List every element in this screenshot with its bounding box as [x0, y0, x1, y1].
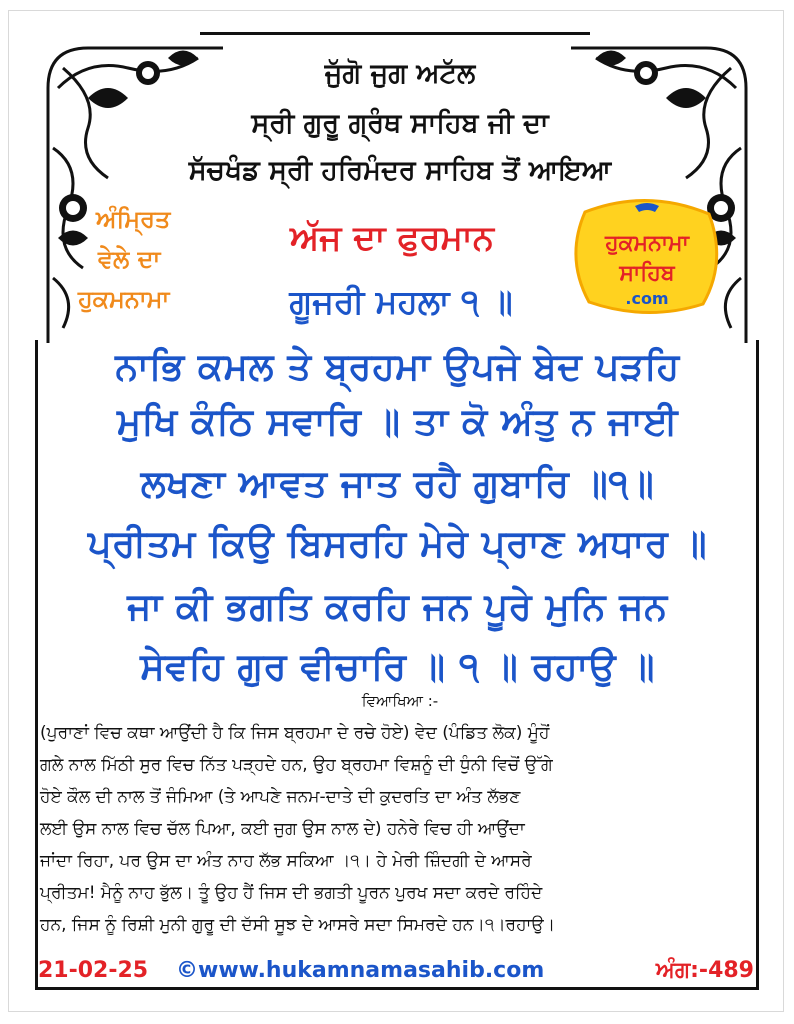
- shabad-line: ਨਾਭਿ ਕਮਲ ਤੇ ਬ੍ਰਹਮਾ ਉਪਜੇ ਬੇਦ ਪੜਹਿ: [115, 345, 680, 388]
- header-line-2: ਸ੍ਰੀ ਗੁਰੂ ਗ੍ਰੰਥ ਸਾਹਿਬ ਜੀ ਦਾ: [251, 108, 549, 139]
- logo-com: .com: [625, 289, 669, 308]
- shabad-line: ਲਖਣਾ ਆਵਤ ਜਾਤ ਰਹੈ ਗੁਬਾਰਿ ॥੧॥: [140, 462, 655, 505]
- vyakhia-line: ਗਲੇ ਨਾਲ ਮਿੱਠੀ ਸੁਰ ਵਿਚ ਨਿੱਤ ਪੜ੍ਹਦੇ ਹਨ, ਉਹ ਬ੍ਰਹਮਾ ਵਿਸ਼ਨੂੰ ਦੀ ਧੁੰਨੀ ਵਿਚੋਂ ਉੱਗੇ: [40, 755, 553, 775]
- shabad-line: ਪ੍ਰੀਤਮ ਕਿਉ ਬਿਸਰਹਿ ਮੇਰੇ ਪ੍ਰਾਣ ਅਧਾਰ ॥: [87, 522, 708, 565]
- shabad-line: ਜਾ ਕੀ ਭਗਤਿ ਕਰਹਿ ਜਨ ਪੂਰੇ ਮੁਨਿ ਜਨ: [127, 585, 668, 628]
- amrit-label-2: ਵੇਲੇ ਦਾ: [98, 245, 161, 273]
- footer: [38, 958, 754, 990]
- raag-heading: ਗੂਜਰੀ ਮਹਲਾ ੧ ॥: [289, 282, 513, 321]
- top-border-line: [200, 32, 590, 35]
- amrit-label-3: ਹੁਕਮਨਾਮਾ: [78, 285, 170, 313]
- header-line-3: ਸੱਚਖੰਡ ਸ੍ਰੀ ਹਰਿਮੰਦਰ ਸਾਹਿਬ ਤੋਂ ਆਇਆ: [188, 155, 612, 186]
- page-title: ਅੱਜ ਦਾ ਫੁਰਮਾਨ: [290, 218, 494, 258]
- vyakhia-line: ਹੋਏ ਕੌਲ ਦੀ ਨਾਲ ਤੋਂ ਜੰਮਿਆ (ਤੇ ਆਪਣੇ ਜਨਮ-ਦਾਤੇ ਦੀ ਕੁਦਰਤਿ ਦਾ ਅੰਤ ਲੱਭਣ: [40, 787, 521, 807]
- footer-date: 21-02-25: [38, 958, 149, 983]
- vyakhia-line: ਹਨ, ਜਿਸ ਨੂੰ ਰਿਸ਼ੀ ਮੁਨੀ ਗੁਰੂ ਦੀ ਦੱਸੀ ਸੂਝ ਦੇ ਆਸਰੇ ਸਦਾ ਸਿਮਰਦੇ ਹਨ।੧।ਰਹਾਉ।: [40, 915, 556, 935]
- footer-ang: ਅੰਗ:-489: [655, 958, 754, 983]
- logo-text-2: ਸਾਹਿਬ: [619, 261, 675, 286]
- shabad-line: ਮੁਖਿ ਕੰਠਿ ਸਵਾਰਿ ॥ ਤਾ ਕੋ ਅੰਤੁ ਨ ਜਾਈ: [116, 400, 679, 443]
- vyakhia-line: ਪ੍ਰੀਤਮ! ਮੈਨੂੰ ਨਾਹ ਭੁੱਲ। ਤੂੰ ਉਹ ਹੈਂ ਜਿਸ ਦੀ ਭਗਤੀ ਪੂਰਨ ਪੁਰਖ ਸਦਾ ਕਰਦੇ ਰਹਿੰਦੇ: [40, 883, 543, 903]
- shabad-line: ਸੇਵਹਿ ਗੁਰ ਵੀਚਾਰਿ ॥ ੧ ॥ ਰਹਾਉ ॥: [140, 645, 655, 688]
- logo-text-1: ਹੁਕਮਨਾਮਾ: [605, 231, 689, 256]
- vyakhia-line: ਜਾਂਦਾ ਰਿਹਾ, ਪਰ ਉਸ ਦਾ ਅੰਤ ਨਾਹ ਲੱਭ ਸਕਿਆ ।੧। ਹੇ ਮੇਰੀ ਜ਼ਿੰਦਗੀ ਦੇ ਆਸਰੇ: [40, 851, 532, 871]
- vyakhia-line: (ਪੁਰਾਣਾਂ ਵਿਚ ਕਥਾ ਆਉਂਦੀ ਹੈ ਕਿ ਜਿਸ ਬ੍ਰਹਮਾ ਦੇ ਰਚੇ ਹੋਏ) ਵੇਦ (ਪੰਡਿਤ ਲੋਕ) ਮੂੰਹੋਂ: [40, 723, 550, 743]
- amrit-label-1: ਅੰਮ੍ਰਿਤ: [96, 205, 171, 233]
- header-line-1: ਜੁੱਗੋ ਜੁਗ ਅਟੱਲ: [324, 58, 476, 89]
- vyakhia-title: ਵਿਆਖਿਆ :-: [361, 692, 439, 710]
- vyakhia-line: ਲਈ ਉਸ ਨਾਲ ਵਿਚ ਚੱਲ ਪਿਆ, ਕਈ ਜੁਗ ਉਸ ਨਾਲ ਦੇ) ਹਨੇਰੇ ਵਿਚ ਹੀ ਆਉਂਦਾ: [40, 819, 525, 839]
- footer-website-link[interactable]: ©www.hukamnamasahib.com: [176, 958, 545, 983]
- hukamnama-sahib-logo: [567, 192, 725, 318]
